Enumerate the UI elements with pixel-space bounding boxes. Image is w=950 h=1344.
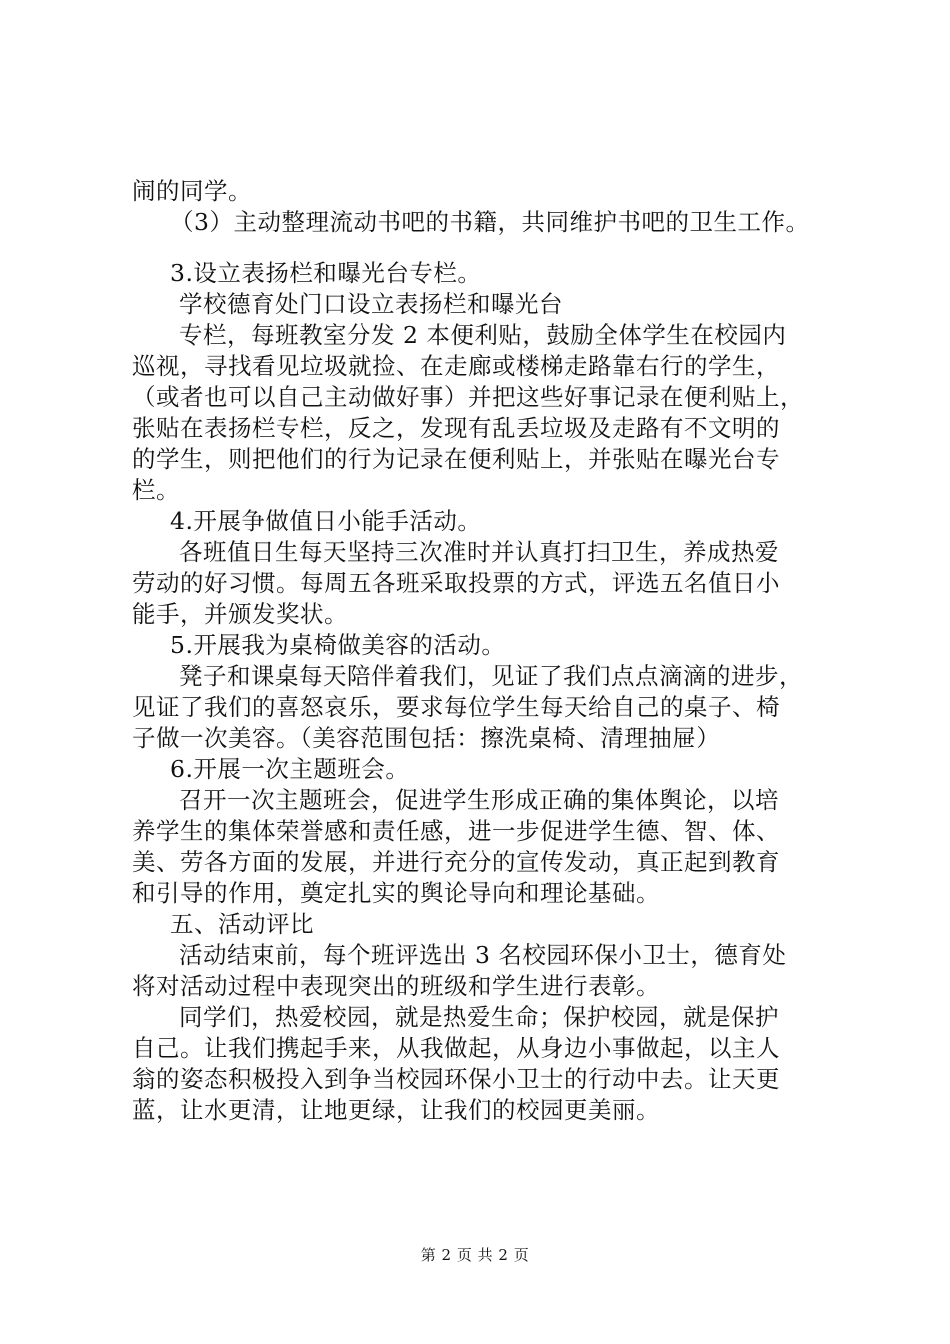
text-line: 见证了我们的喜怒哀乐，要求每位学生每天给自己的桌子、椅	[132, 693, 780, 721]
text-line: 闹的同学。	[132, 177, 252, 205]
section-heading-6: 6.开展一次主题班会。	[170, 755, 410, 783]
text-line: 养学生的集体荣誉感和责任感，进一步促进学生德、智、体、	[132, 817, 780, 845]
page-footer	[0, 1245, 950, 1265]
text-line: 翁的姿态积极投入到争当校园环保小卫士的行动中去。让天更	[132, 1065, 780, 1093]
text-line: 美、劳各方面的发展，并进行充分的宣传发动，真正起到教育	[132, 848, 780, 876]
list-item-3: （3）主动整理流动书吧的书籍，共同维护书吧的卫生工作。	[170, 208, 810, 236]
text-line: 学校德育处门口设立表扬栏和曝光台	[179, 290, 563, 318]
section-heading-5: 5.开展我为桌椅做美容的活动。	[170, 631, 506, 659]
text-line: 活动结束前，每个班评选出 3 名校园环保小卫士，德育处	[179, 941, 787, 969]
text-line: 劳动的好习惯。每周五各班采取投票的方式，评选五名值日小	[132, 569, 780, 597]
section-heading-evaluation: 五、活动评比	[170, 910, 314, 938]
text-line: 子做一次美容。（美容范围包括：擦洗桌椅、清理抽屉）	[132, 724, 721, 752]
text-line: 召开一次主题班会，促进学生形成正确的集体舆论，以培	[179, 786, 779, 814]
text-line: 张贴在表扬栏专栏，反之，发现有乱丢垃圾及走路有不文明的	[132, 414, 780, 442]
text-line: 专栏，每班教室分发 2 本便利贴，鼓励全体学生在校园内	[179, 321, 787, 349]
text-line: 自己。让我们携起手来，从我做起，从身边小事做起，以主人	[132, 1034, 780, 1062]
text-line: （或者也可以自己主动做好事）并把这些好事记录在便利贴上，	[132, 383, 804, 411]
text-line: 将对活动过程中表现突出的班级和学生进行表彰。	[132, 972, 660, 1000]
text-line: 同学们，热爱校园，就是热爱生命；保护校园，就是保护	[179, 1003, 779, 1031]
text-line: 各班值日生每天坚持三次准时并认真打扫卫生，养成热爱	[179, 538, 779, 566]
text-line: 能手，并颁发奖状。	[132, 600, 348, 628]
section-heading-3: 3.设立表扬栏和曝光台专栏。	[170, 259, 482, 287]
page-number: 第 2 页 共 2 页	[420, 1246, 530, 1264]
paragraph-gap	[132, 238, 852, 258]
text-line: 的学生，则把他们的行为记录在便利贴上，并张贴在曝光台专	[132, 445, 780, 473]
text-line: 凳子和课桌每天陪伴着我们，见证了我们点点滴滴的进步，	[179, 662, 803, 690]
text-line: 蓝，让水更清，让地更绿，让我们的校园更美丽。	[132, 1096, 660, 1124]
text-line: 巡视，寻找看见垃圾就捡、在走廊或楼梯走路靠右行的学生，	[132, 352, 780, 380]
document-body	[132, 176, 852, 1126]
section-heading-4: 4.开展争做值日小能手活动。	[170, 507, 482, 535]
text-line: 栏。	[132, 476, 180, 504]
text-line: 和引导的作用，奠定扎实的舆论导向和理论基础。	[132, 879, 660, 907]
